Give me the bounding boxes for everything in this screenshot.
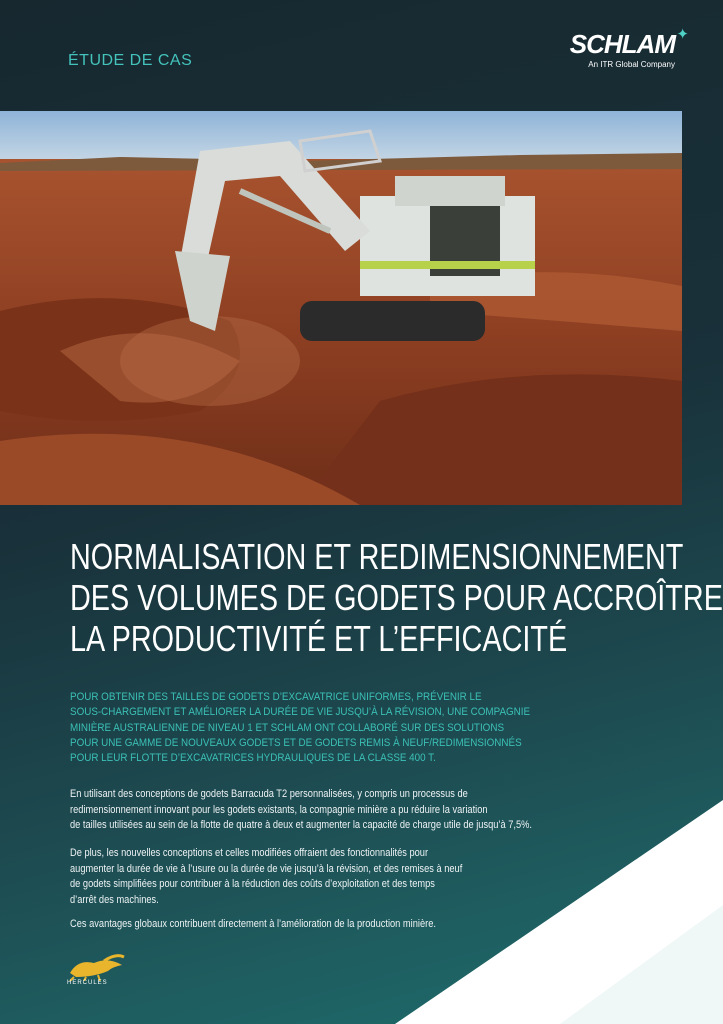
body-line: En utilisant des conceptions de godets Barracuda T2 personnalisées, y compris un processus de — [70, 788, 468, 800]
intro-line: MINIÈRE AUSTRALIENNE DE NIVEAU 1 ET SCHLAM ONT COLLABORÉ SUR DES SOLUTIONS — [70, 721, 505, 734]
intro-line: SOUS-CHARGEMENT ET AMÉLIORER LA DURÉE DE VIE JUSQU’À LA RÉVISION, UNE COMPAGNIE — [70, 706, 531, 719]
body-line: redimensionnement innovant pour les godets existants, la compagnie minière a pu réduire la variation — [70, 803, 488, 816]
body-line: De plus, les nouvelles conceptions et celles modifiées offraient des fonctionnalités pour — [70, 847, 429, 859]
logo-star-icon: ✦ — [676, 26, 689, 43]
headline-line: NORMALISATION ET REDIMENSIONNEMENT — [70, 536, 684, 577]
hercules-beetle-icon — [64, 951, 128, 981]
body-line: Ces avantages globaux contribuent directement à l’amélioration de la production minière. — [70, 918, 436, 930]
logo-wordmark: SCHLAM — [569, 29, 675, 59]
hercules-logo — [64, 951, 128, 989]
hercules-wordmark: HERCULES — [67, 980, 108, 986]
logo-tagline: An ITR Global Company — [588, 60, 675, 69]
body-line: d’arrêt des machines. — [70, 893, 159, 906]
headline-line: DES VOLUMES DE GODETS POUR ACCROÎTRE — [70, 577, 723, 618]
intro-line: POUR OBTENIR DES TAILLES DE GODETS D’EXCAVATRICE UNIFORMES, PRÉVENIR LE — [70, 691, 482, 703]
body-line: de tailles utilisées au sein de la flotte de quatre à deux et augmenter la capacité de charge utile de jusqu’à 7,5%. — [70, 819, 532, 832]
body-line: augmenter la durée de vie à l’usure ou la durée de vie jusqu’à la révision, et des remises à neuf — [70, 862, 463, 875]
case-study-label: ÉTUDE DE CAS — [68, 52, 193, 69]
intro-line: POUR UNE GAMME DE NOUVEAUX GODETS ET DE GODETS REMIS À NEUF/REDIMENSIONNÉS — [70, 736, 522, 749]
body-line: de godets simplifiées pour contribuer à la réduction des coûts d’exploitation et des temps — [70, 878, 435, 891]
intro-line: POUR LEUR FLOTTE D’EXCAVATRICES HYDRAULIQUES DE LA CLASSE 400 T. — [70, 752, 436, 765]
headline-line: LA PRODUCTIVITÉ ET L’EFFICACITÉ — [70, 618, 568, 659]
